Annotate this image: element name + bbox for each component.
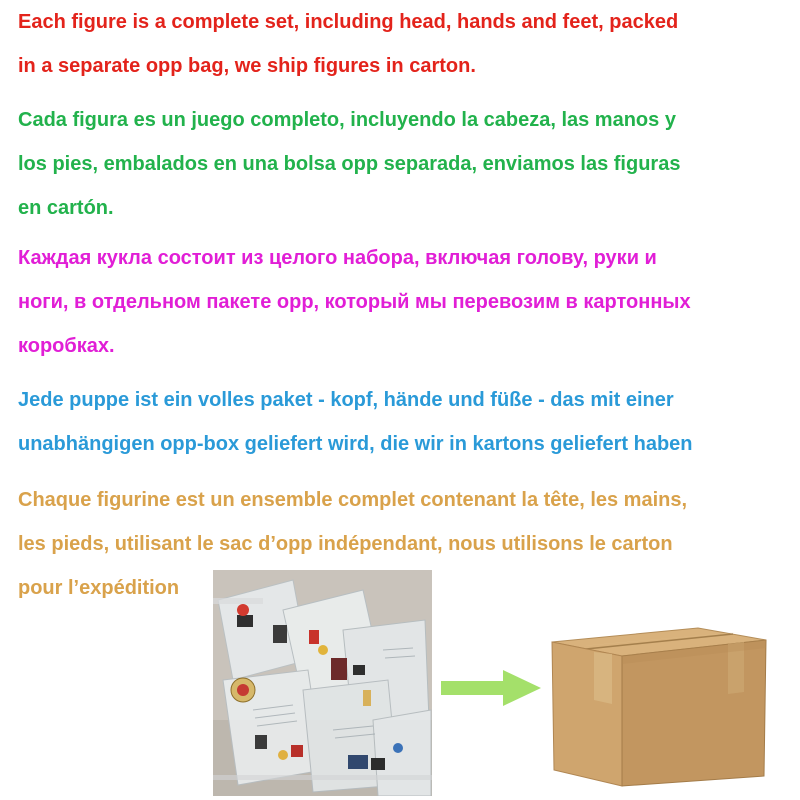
spanish-line-2: los pies, embalados en una bolsa opp separada, enviamos las figuras — [18, 153, 681, 175]
spanish-line-3: en cartón. — [18, 197, 114, 219]
german-paragraph — [18, 378, 798, 466]
english-line-2: in a separate opp bag, we ship figures in carton. — [18, 55, 476, 77]
cardboard-box-icon — [548, 608, 770, 790]
french-line-1: Chaque figurine est un ensemble complet contenant la tête, les mains, — [18, 489, 688, 511]
german-line-1: Jede puppe ist ein volles paket - kopf, hände und füße - das mit einer — [18, 389, 674, 411]
bagged-figures-photo — [213, 570, 432, 796]
english-paragraph — [18, 0, 798, 88]
spanish-line-1: Cada figura es un juego completo, incluyendo la cabeza, las manos y — [18, 109, 676, 131]
russian-line-2: ноги, в отдельном пакете opp, который мы перевозим в картонных — [18, 291, 691, 313]
spanish-paragraph — [18, 98, 798, 230]
arrow-right-icon — [441, 668, 541, 708]
german-line-2: unabhängigen opp-box geliefert wird, die wir in kartons geliefert haben — [18, 433, 693, 455]
russian-paragraph — [18, 236, 798, 368]
russian-line-3: коробках. — [18, 335, 115, 357]
bagged-figures-illustration — [213, 570, 432, 796]
french-line-3: pour l’expédition — [18, 577, 180, 599]
russian-line-1: Каждая кукла состоит из целого набора, включая голову, руки и — [18, 247, 657, 269]
french-line-2: les pieds, utilisant le sac d’opp indépendant, nous utilisons le carton — [18, 533, 673, 555]
english-line-1: Each figure is a complete set, including head, hands and feet, packed — [18, 11, 679, 33]
